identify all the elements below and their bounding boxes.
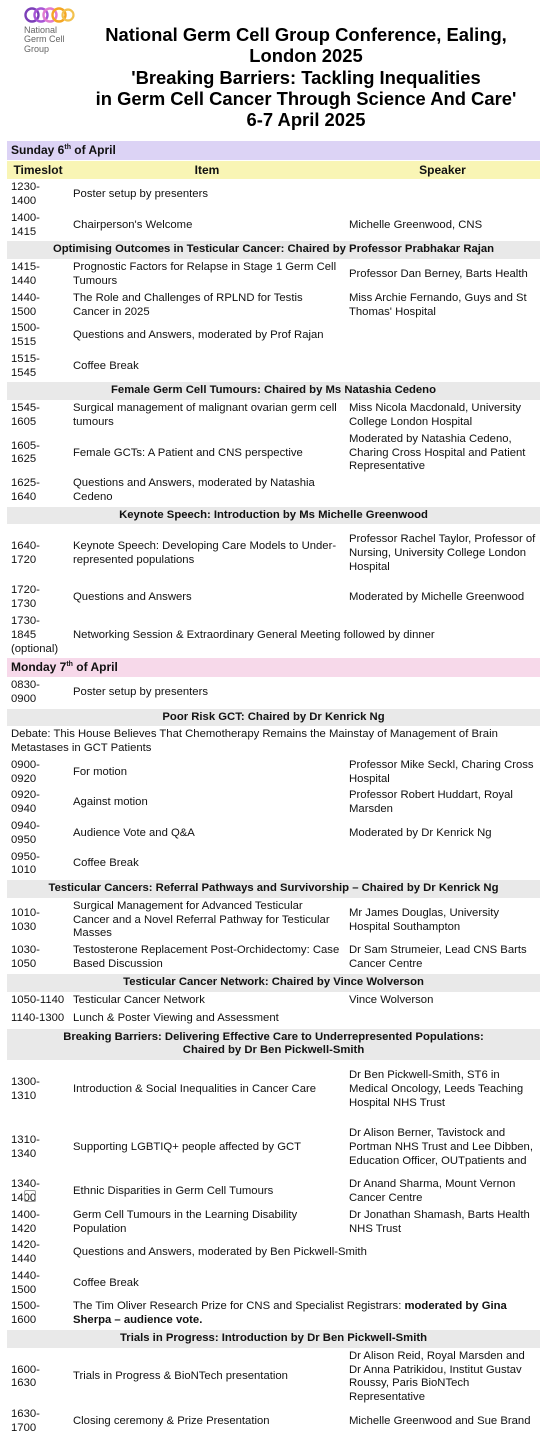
table-cell: 1605-1625 [7,431,69,475]
conference-title [75,24,537,131]
table-cell: Miss Nicola Macdonald, University College London Hospital [345,401,540,432]
table-row [7,1119,540,1177]
table-row [7,1406,540,1436]
table-cell: Coffee Break [69,849,345,880]
section-header [7,880,540,899]
table-cell: Networking Session & Extraordinary General Meeting followed by dinner [69,614,540,658]
table-row [7,210,540,241]
table-cell: Germ Cell Tumours in the Learning Disability Population [69,1207,345,1238]
logo-rings-icon [24,6,74,24]
table-cell: Trials in Progress & BioNTech presentation [69,1348,345,1406]
table-cell: Professor Rachel Taylor, Professor of Nursing, University College London Hospital [345,525,540,583]
table-row [7,351,540,382]
table-cell: Miss Archie Fernando, Guys and St Thomas' Hospital [345,290,540,321]
table-cell: 1030-1050 [7,943,69,974]
table-cell [345,351,540,382]
table-cell: Testosterone Replacement Post-Orchidectomy: Case Based Discussion [69,943,345,974]
table-cell: Introduction & Social Inequalities in Cancer Care [69,1061,345,1119]
table-cell: Poster setup by presenters [69,677,345,708]
col-speaker: Speaker [345,160,540,180]
table-row [7,1268,540,1299]
table-cell: Dr Anand Sharma, Mount Vernon Cancer Centre [345,1177,540,1208]
dates-line: 6-7 April 2025 [246,109,366,131]
page-header [0,0,543,140]
table-cell: Lunch & Poster Viewing and Assessment [69,1010,345,1028]
table-cell: Dr Alison Reid, Royal Marsden and Dr Anna Patrikidou, Institut Gustav Roussy, Paris BioNTech Representative [345,1348,540,1406]
table-cell: Questions and Answers, moderated by Prof Rajan [69,321,345,352]
table-cell: Dr Sam Strumeier, Lead CNS Barts Cancer Centre [345,943,540,974]
section-header [7,241,540,260]
table-cell: 1720-1730 [7,583,69,614]
table-cell: Testicular Cancers: Referral Pathways and Survivorship – Chaired by Dr Kenrick Ng [7,880,540,899]
table-row [7,431,540,475]
table-row [7,1010,540,1028]
table-row [7,583,540,614]
table-cell: Keynote Speech: Developing Care Models to Under-represented populations [69,525,345,583]
section-header [7,382,540,401]
table-cell: Surgical Management for Advanced Testicular Cancer and a Novel Referral Pathway for Testicular Masses [69,898,345,942]
table-cell: Questions and Answers, moderated by Natashia Cedeno [69,476,345,507]
table-row [7,525,540,583]
programme-table [7,140,540,1436]
logo-line: National [24,25,58,35]
table-row [7,401,540,432]
title-line: London 2025 [249,45,363,67]
section-header: Breaking Barriers: Delivering Effective Care to Underrepresented Populations: Chaired by Dr Ben Pickwell-Smith [7,1028,540,1061]
table-cell [345,476,540,507]
col-timeslot: Timeslot [7,160,69,180]
table-cell: 1300-1310 [7,1061,69,1119]
table-row [7,849,540,880]
table-cell: 1500-1515 [7,321,69,352]
table-cell: 1420-1440 [7,1238,69,1269]
subtitle-line: in Germ Cell Cancer Through Science And Care' [95,88,517,110]
logo-line: Group [24,43,50,54]
debate-row [7,727,540,758]
table-cell: Moderated by Michelle Greenwood [345,583,540,614]
table-cell: Ethnic Disparities in Germ Cell Tumours [69,1177,345,1208]
col-item: Item [69,160,345,180]
table-cell: 1340-1400 [7,1177,69,1208]
table-cell: Female Germ Cell Tumours: Chaired by Ms Natashia Cedeno [7,382,540,401]
table-cell: Female GCTs: A Patient and CNS perspective [69,431,345,475]
table-cell: 1515-1545 [7,351,69,382]
section-header [7,1329,540,1348]
table-row [7,898,540,942]
table-cell: Testicular Cancer Network: Chaired by Vince Wolverson [7,973,540,992]
section-header [7,708,540,727]
table-cell: For motion [69,757,345,788]
table-row [7,1061,540,1119]
table-cell [345,677,540,708]
section-header [7,973,540,992]
subtitle-line: 'Breaking Barriers: Tackling Inequalities [131,66,481,88]
table-cell [345,321,540,352]
table-cell: Moderated by Dr Kenrick Ng [345,819,540,850]
table-cell: 0950-1010 [7,849,69,880]
table-cell: Debate: This House Believes That Chemotherapy Remains the Mainstay of Management of Brain Metastases in GCT Patients [7,727,540,758]
table-cell: 0900-0920 [7,757,69,788]
table-cell: Optimising Outcomes in Testicular Cancer: Chaired by Professor Prabhakar Rajan [7,241,540,260]
table-cell: 1500-1600 [7,1299,69,1330]
table-cell [345,1268,540,1299]
table-cell: Professor Dan Berney, Barts Health [345,260,540,291]
table-row [7,992,540,1010]
day-header-sunday: Sunday 6th of April [7,141,540,161]
table-cell: Questions and Answers [69,583,345,614]
table-cell: Dr Ben Pickwell-Smith, ST6 in Medical Oncology, Leeds Teaching Hospital NHS Trust [345,1061,540,1119]
page-checkbox[interactable] [24,1190,36,1202]
table-cell: Michelle Greenwood, CNS [345,210,540,241]
table-cell: Dr Alison Berner, Tavistock and Portman NHS Trust and Lee Dibben, Education Officer, OUTpatients and [345,1119,540,1177]
table-cell [345,849,540,880]
table-row [7,819,540,850]
logo-line: Germ Cell [24,34,65,45]
table-row [7,677,540,708]
table-cell: The Role and Challenges of RPLND for Testis Cancer in 2025 [69,290,345,321]
day-header-monday: Monday 7th of April [7,658,540,678]
table-row [7,1177,540,1208]
table-cell: Chairperson's Welcome [69,210,345,241]
table-cell: 1400-1415 [7,210,69,241]
table-cell: Supporting LGBTIQ+ people affected by GCT [69,1119,345,1177]
table-row [7,260,540,291]
table-cell: 1440-1500 [7,290,69,321]
table-cell: Professor Robert Huddart, Royal Marsden [345,788,540,819]
title-line: National Germ Cell Group Conference, Ealing, [105,24,507,45]
table-cell [345,1010,540,1028]
table-cell: Vince Wolverson [345,992,540,1010]
table-row [7,943,540,974]
table-row [7,614,540,658]
column-headers [7,160,540,180]
table-cell: Coffee Break [69,1268,345,1299]
table-cell: 1400-1420 [7,1207,69,1238]
table-cell: 1625-1640 [7,476,69,507]
table-row [7,1207,540,1238]
table-cell: 1415-1440 [7,260,69,291]
table-row [7,180,540,211]
table-row [7,290,540,321]
table-cell: Coffee Break [69,351,345,382]
table-cell: Moderated by Natashia Cedeno, Charing Cross Hospital and Patient Representative [345,431,540,475]
table-cell: 0830-0900 [7,677,69,708]
table-cell: 0940-0950 [7,819,69,850]
table-cell: 1010-1030 [7,898,69,942]
table-row [7,788,540,819]
table-cell: 1440-1500 [7,1268,69,1299]
table-cell: Michelle Greenwood and Sue Brand [345,1406,540,1436]
table-cell: Keynote Speech: Introduction by Ms Michelle Greenwood [7,506,540,525]
table-cell: Testicular Cancer Network [69,992,345,1010]
table-row [7,476,540,507]
table-cell: Closing ceremony & Prize Presentation [69,1406,345,1436]
table-row [7,757,540,788]
table-cell: 1600-1630 [7,1348,69,1406]
table-cell: Poor Risk GCT: Chaired by Dr Kenrick Ng [7,708,540,727]
table-row [7,1238,540,1269]
table-cell: 1630-1700 [7,1406,69,1436]
table-cell: Poster setup by presenters [69,180,345,211]
table-cell: Surgical management of malignant ovarian germ cell tumours [69,401,345,432]
table-row [7,1348,540,1406]
table-row [7,321,540,352]
table-cell: Trials in Progress: Introduction by Dr Ben Pickwell-Smith [7,1329,540,1348]
table-cell: Prognostic Factors for Relapse in Stage 1 Germ Cell Tumours [69,260,345,291]
table-cell: Against motion [69,788,345,819]
table-cell: 0920-0940 [7,788,69,819]
table-cell: Audience Vote and Q&A [69,819,345,850]
prize-row: 1500-1600 The Tim Oliver Research Prize for CNS and Specialist Registrars: moderated by Gina Sherpa – audience vote. [7,1299,540,1330]
table-cell: Questions and Answers, moderated by Ben Pickwell-Smith [69,1238,540,1269]
table-cell: 1545-1605 [7,401,69,432]
table-cell: Dr Jonathan Shamash, Barts Health NHS Trust [345,1207,540,1238]
table-cell: 1310-1340 [7,1119,69,1177]
table-cell: 1050-1140 [7,992,69,1010]
section-header [7,506,540,525]
table-cell: 1140-1300 [7,1010,69,1028]
table-cell: 1640-1720 [7,525,69,583]
table-cell: Mr James Douglas, University Hospital Southampton [345,898,540,942]
table-cell [345,180,540,211]
table-cell: 1730-1845 (optional) [7,614,69,658]
table-cell: 1230-1400 [7,180,69,211]
table-cell: Professor Mike Seckl, Charing Cross Hospital [345,757,540,788]
